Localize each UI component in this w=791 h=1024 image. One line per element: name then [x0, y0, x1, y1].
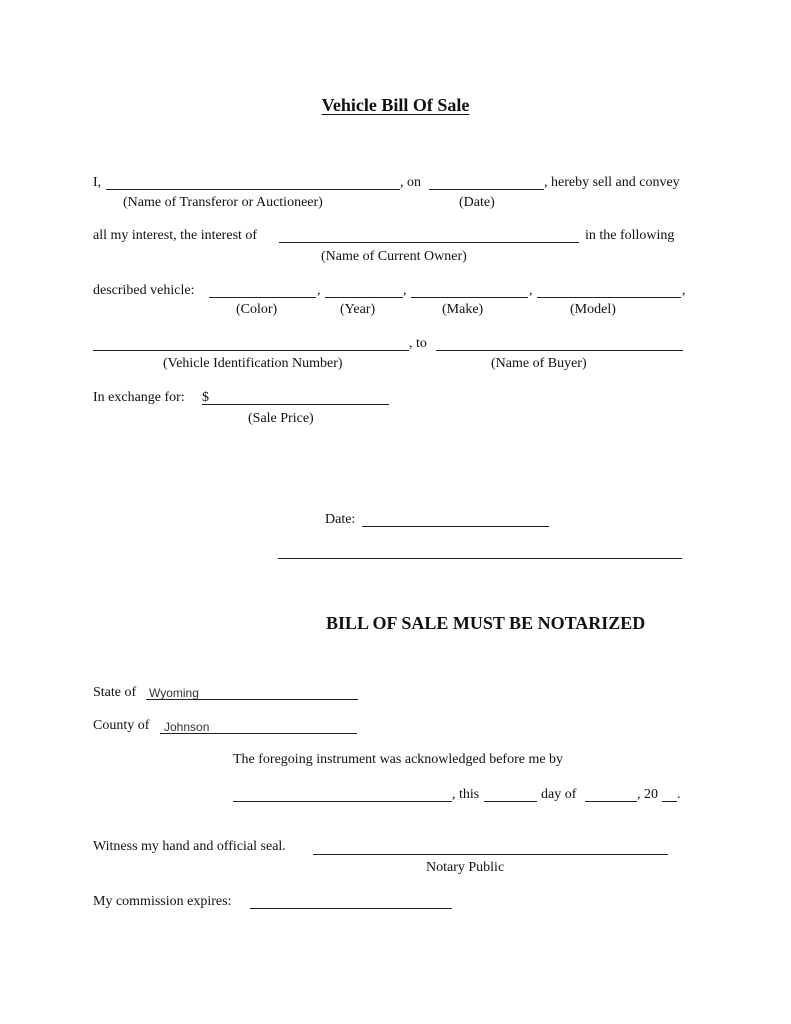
acknowledged-by-field[interactable]: [233, 801, 452, 802]
year-field[interactable]: [325, 297, 403, 298]
interest-label: all my interest, the interest of: [93, 228, 258, 243]
signature-date-field[interactable]: [362, 526, 549, 527]
color-caption: (Color): [236, 302, 278, 317]
transferor-caption: (Name of Transferor or Auctioneer): [123, 195, 323, 210]
comma-3: ,: [529, 283, 533, 298]
commission-expiry-field[interactable]: [250, 908, 452, 909]
signature-line[interactable]: [278, 558, 682, 559]
owner-caption: (Name of Current Owner): [321, 249, 467, 264]
day-of-label: day of: [541, 787, 577, 802]
vin-field[interactable]: [93, 350, 409, 351]
to-label: , to: [409, 336, 427, 351]
model-field[interactable]: [537, 297, 681, 298]
make-caption: (Make): [442, 302, 484, 317]
county-label: County of: [93, 718, 150, 733]
date-caption: (Date): [459, 195, 495, 210]
i-label: I,: [93, 175, 102, 190]
month-field[interactable]: [585, 801, 637, 802]
notary-signature-field[interactable]: [313, 854, 668, 855]
comma-2: ,: [403, 283, 407, 298]
county-value[interactable]: Johnson: [164, 720, 210, 734]
year-field[interactable]: [662, 801, 677, 802]
acknowledged-text: The foregoing instrument was acknowledged before me by: [233, 752, 564, 767]
convey-label: , hereby sell and convey: [544, 175, 680, 190]
notarize-heading: BILL OF SALE MUST BE NOTARIZED: [326, 613, 646, 633]
vin-caption: (Vehicle Identification Number): [163, 356, 343, 371]
comma-4: ,: [682, 283, 686, 298]
year-prefix: , 20: [637, 787, 658, 802]
sale-price-caption: (Sale Price): [248, 411, 314, 426]
commission-label: My commission expires:: [93, 894, 232, 909]
model-caption: (Model): [570, 302, 616, 317]
date-label: Date:: [325, 512, 356, 527]
witness-text: Witness my hand and official seal.: [93, 839, 286, 854]
year-caption: (Year): [340, 302, 376, 317]
comma-1: ,: [317, 283, 321, 298]
current-owner-field[interactable]: [279, 242, 579, 243]
notary-public-caption: Notary Public: [426, 860, 505, 875]
period: .: [677, 787, 681, 802]
exchange-label: In exchange for:: [93, 390, 185, 405]
state-label: State of: [93, 685, 137, 700]
buyer-name-field[interactable]: [436, 350, 683, 351]
sale-date-field[interactable]: [429, 189, 544, 190]
document-title: Vehicle Bill Of Sale: [321, 95, 470, 115]
this-label: , this: [452, 787, 480, 802]
on-label: , on: [400, 175, 421, 190]
described-vehicle-label: described vehicle:: [93, 283, 195, 298]
day-field[interactable]: [484, 801, 537, 802]
currency-symbol: $: [202, 390, 209, 405]
state-value[interactable]: Wyoming: [149, 686, 199, 700]
make-field[interactable]: [411, 297, 528, 298]
sale-price-field[interactable]: [202, 404, 389, 405]
color-field[interactable]: [209, 297, 316, 298]
following-label: in the following: [585, 228, 675, 243]
buyer-caption: (Name of Buyer): [491, 356, 587, 371]
transferor-name-field[interactable]: [106, 189, 400, 190]
